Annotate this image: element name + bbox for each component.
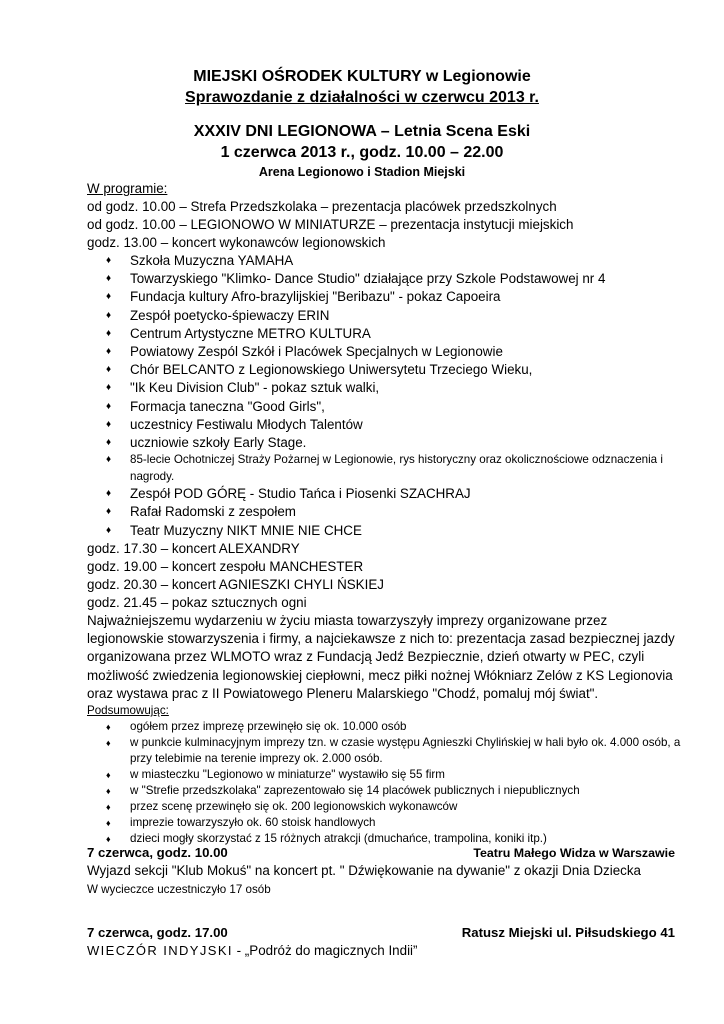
list-item: ♦ Towarzyskiego "Klimko- Dance Studio" działające przy Szkole Podstawowej nr 4 <box>87 270 687 288</box>
list-item: ♦ w "Strefie przedszkolaka" zaprezentowało się 14 placówek publicznych i niepublicznych <box>106 784 580 798</box>
list-item: ♦ Teatr Muzyczny NIKT MNIE NIE CHCE <box>87 522 687 540</box>
document-subtitle: Sprawozdanie z działalności w czerwcu 2013 r. <box>185 89 539 106</box>
concert-line: godz. 17.30 – koncert ALEXANDRY <box>87 540 300 556</box>
summary-label: Podsumowując: <box>87 704 169 718</box>
event2 <box>87 844 687 898</box>
diamond-bullet-icon: ♦ <box>106 802 111 813</box>
list-item: ♦ imprezie towarzyszyło ok. 60 stoisk handlowych <box>106 816 376 830</box>
diamond-bullet-icon: ♦ <box>106 834 111 845</box>
concert-line: godz. 21.45 – pokaz sztucznych ogni <box>87 594 307 610</box>
diamond-bullet-icon: ♦ <box>106 346 112 358</box>
performers-list <box>87 252 687 540</box>
diamond-bullet-icon: ♦ <box>106 454 112 466</box>
diamond-bullet-icon: ♦ <box>106 722 111 733</box>
list-item: ♦ Chór BELCANTO z Legionowskiego Uniwersytetu Trzeciego Wieku, <box>87 361 687 379</box>
program-line: godz. 13.00 – koncert wykonawców legionowskich <box>87 235 386 250</box>
diamond-bullet-icon: ♦ <box>106 524 112 536</box>
list-item: ♦ 85-lecie Ochotniczej Straży Pożarnej w Legionowie, rys historyczny oraz okolicznościowe odznaczenia i nagrody. <box>106 453 663 483</box>
event2-venue: Teatru Małego Widza w Warszawie <box>473 846 675 860</box>
event2-date: 7 czerwca, godz. 10.00 <box>87 845 228 860</box>
event2-header <box>87 844 675 862</box>
concert-line: godz. 19.00 – koncert zespołu MANCHESTER <box>87 558 364 574</box>
event1-title: XXXIV DNI LEGIONOWA – Letnia Scena Eski <box>193 123 531 140</box>
diamond-bullet-icon: ♦ <box>106 418 112 430</box>
list-item: ♦ Centrum Artystyczne METRO KULTURA <box>87 325 687 343</box>
summary-list <box>87 719 687 847</box>
diamond-bullet-icon: ♦ <box>106 400 112 412</box>
program-line: od godz. 10.00 – LEGIONOWO W MINIATURZE – prezentacja instytucji miejskich <box>87 217 574 232</box>
diamond-bullet-icon: ♦ <box>106 770 111 781</box>
list-item: ♦ Powiatowy Zespól Szkół i Placówek Specjalnych w Legionowie <box>87 343 687 361</box>
diamond-bullet-icon: ♦ <box>106 327 112 339</box>
list-item: ♦ "Ik Keu Division Club" - pokaz sztuk walki, <box>87 379 687 397</box>
list-item: ♦ Zespół POD GÓRĘ - Studio Tańca i Piosenki SZACHRAJ <box>87 485 687 503</box>
event3-title-rest: - „Podróż do magicznych Indii” <box>232 943 418 958</box>
event2-description: Wyjazd sekcji "Klub Mokuś" na koncert pt. " Dźwiękowanie na dywanie" z okazji Dnia Dziecka <box>87 863 642 878</box>
concert-line: godz. 20.30 – koncert AGNIESZKI CHYLI ŃSKIEJ <box>87 576 384 592</box>
list-item: ♦ Formacja taneczna "Good Girls", <box>87 398 687 416</box>
diamond-bullet-icon: ♦ <box>106 291 112 303</box>
diamond-bullet-icon: ♦ <box>106 309 112 321</box>
diamond-bullet-icon: ♦ <box>106 818 111 829</box>
event3-header <box>87 924 675 942</box>
list-item: ♦ w miasteczku "Legionowo w miniaturze" wystawiło się 55 firm <box>106 768 445 782</box>
list-item: ♦ Fundacja kultury Afro-brazylijskiej "Beribazu" - pokaz Capoeira <box>87 288 687 306</box>
diamond-bullet-icon: ♦ <box>106 786 111 797</box>
list-item: ♦ przez scenę przewinęło się ok. 200 legionowskich wykonawców <box>106 800 458 814</box>
diamond-bullet-icon: ♦ <box>106 364 112 376</box>
event3-venue: Ratusz Miejski ul. Piłsudskiego 41 <box>461 925 675 940</box>
list-item: ♦ Rafał Radomski z zespołem <box>87 503 687 521</box>
diamond-bullet-icon: ♦ <box>106 488 112 500</box>
list-item: ♦ uczestnicy Festiwalu Młodych Talentów <box>87 416 687 434</box>
event3-date: 7 czerwca, godz. 17.00 <box>87 925 228 940</box>
list-item: ♦ ogółem przez imprezę przewinęło się ok. 10.000 osób <box>106 720 407 734</box>
list-item: ♦ Szkoła Muzyczna YAMAHA <box>87 252 687 270</box>
list-item: ♦ uczniowie szkoły Early Stage. <box>87 434 687 452</box>
diamond-bullet-icon: ♦ <box>106 255 112 266</box>
diamond-bullet-icon: ♦ <box>106 506 112 518</box>
list-item: ♦ dzieci mogły skorzystać z 15 różnych atrakcji (dmuchańce, trampolina, koniki itp.) <box>106 832 547 846</box>
diamond-bullet-icon: ♦ <box>106 382 112 394</box>
event3-title <box>87 942 687 960</box>
event2-note: W wycieczce uczestniczyło 17 osób <box>87 883 271 897</box>
program-line: od godz. 10.00 – Strefa Przedszkolaka – prezentacja placówek przedszkolnych <box>87 199 557 214</box>
event3 <box>87 924 687 960</box>
event1-description: Najważniejszemu wydarzeniu w życiu miasta towarzyszyły imprezy organizowane przez legionowskie stowarzyszenia i firmy, a najciekawsze z nich to: prezentacja zasad bezpiecznej jazdy organizowana przez WLMOTO wraz z Fundacją Jedź Bezpiecznie, dzień otwarty w PEC, czyli możliwość zwiedzenia legionowskiej ciepłowni, mecz piłki nożnej Włókniarz Zelów z KS Legionovia oraz wystawa prac z II Powiatowego Pleneru Malarskiego "Chodź, pomaluj mój świat". <box>87 612 675 702</box>
diamond-bullet-icon: ♦ <box>106 437 112 449</box>
program-label: W programie: <box>87 181 168 196</box>
event1-date: 1 czerwca 2013 r., godz. 10.00 – 22.00 <box>220 144 504 161</box>
event1-body <box>87 180 687 847</box>
list-item: ♦ w punkcie kulminacyjnym imprezy tzn. w czasie występu Agnieszki Chylińskiej w hali było ok. 4.000 osób, a przy telebimie na terenie imprezy ok. 2.000 osób. <box>106 736 681 766</box>
list-item: ♦ Zespół poetycko-śpiewaczy ERIN <box>87 307 687 325</box>
diamond-bullet-icon: ♦ <box>106 273 112 285</box>
event1-venue: Arena Legionowo i Stadion Miejski <box>258 165 466 179</box>
event3-title-spaced: WIECZÓR INDYJSKI <box>87 943 233 958</box>
document-title: MIEJSKI OŚRODEK KULTURY w Legionowie <box>193 68 531 85</box>
diamond-bullet-icon: ♦ <box>106 738 111 749</box>
